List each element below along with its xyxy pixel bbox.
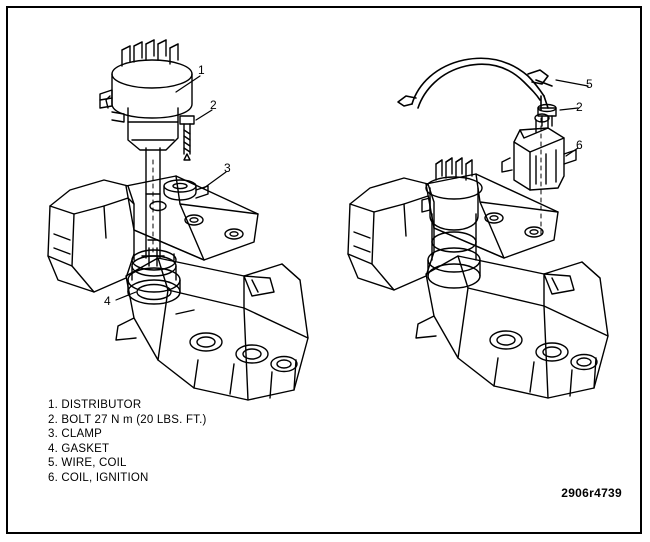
- callout-left-1: 1: [198, 63, 205, 77]
- callout-right-5: 5: [586, 77, 593, 91]
- right-leader-lines: [556, 80, 588, 156]
- legend-item: 1. DISTRIBUTOR: [48, 399, 142, 411]
- right-ignition-coil: [502, 114, 576, 190]
- legend-item: 5. WIRE, COIL: [48, 457, 127, 469]
- callout-left-3: 3: [224, 161, 231, 175]
- legend-item: 4. GASKET: [48, 442, 110, 455]
- legend-list: [48, 398, 348, 485]
- callout-right-2: 2: [576, 100, 583, 114]
- left-distributor-body: [100, 40, 192, 150]
- legend-item: 2. BOLT 27 N m (20 LBS. FT.): [48, 413, 207, 426]
- legend-item: 6. COIL, IGNITION: [48, 471, 149, 484]
- callout-left-4: 4: [104, 294, 111, 308]
- callout-right-6: 6: [576, 138, 583, 152]
- coil-wire: [398, 58, 552, 110]
- left-gasket-and-base: [128, 250, 180, 304]
- left-bolt: [180, 116, 194, 160]
- legend-item: 3. CLAMP: [48, 428, 103, 440]
- left-clamp: [164, 180, 208, 200]
- right-distributor-installed: [422, 158, 482, 288]
- callout-left-2: 2: [210, 98, 217, 112]
- figure-code: 2906r4739: [561, 486, 622, 500]
